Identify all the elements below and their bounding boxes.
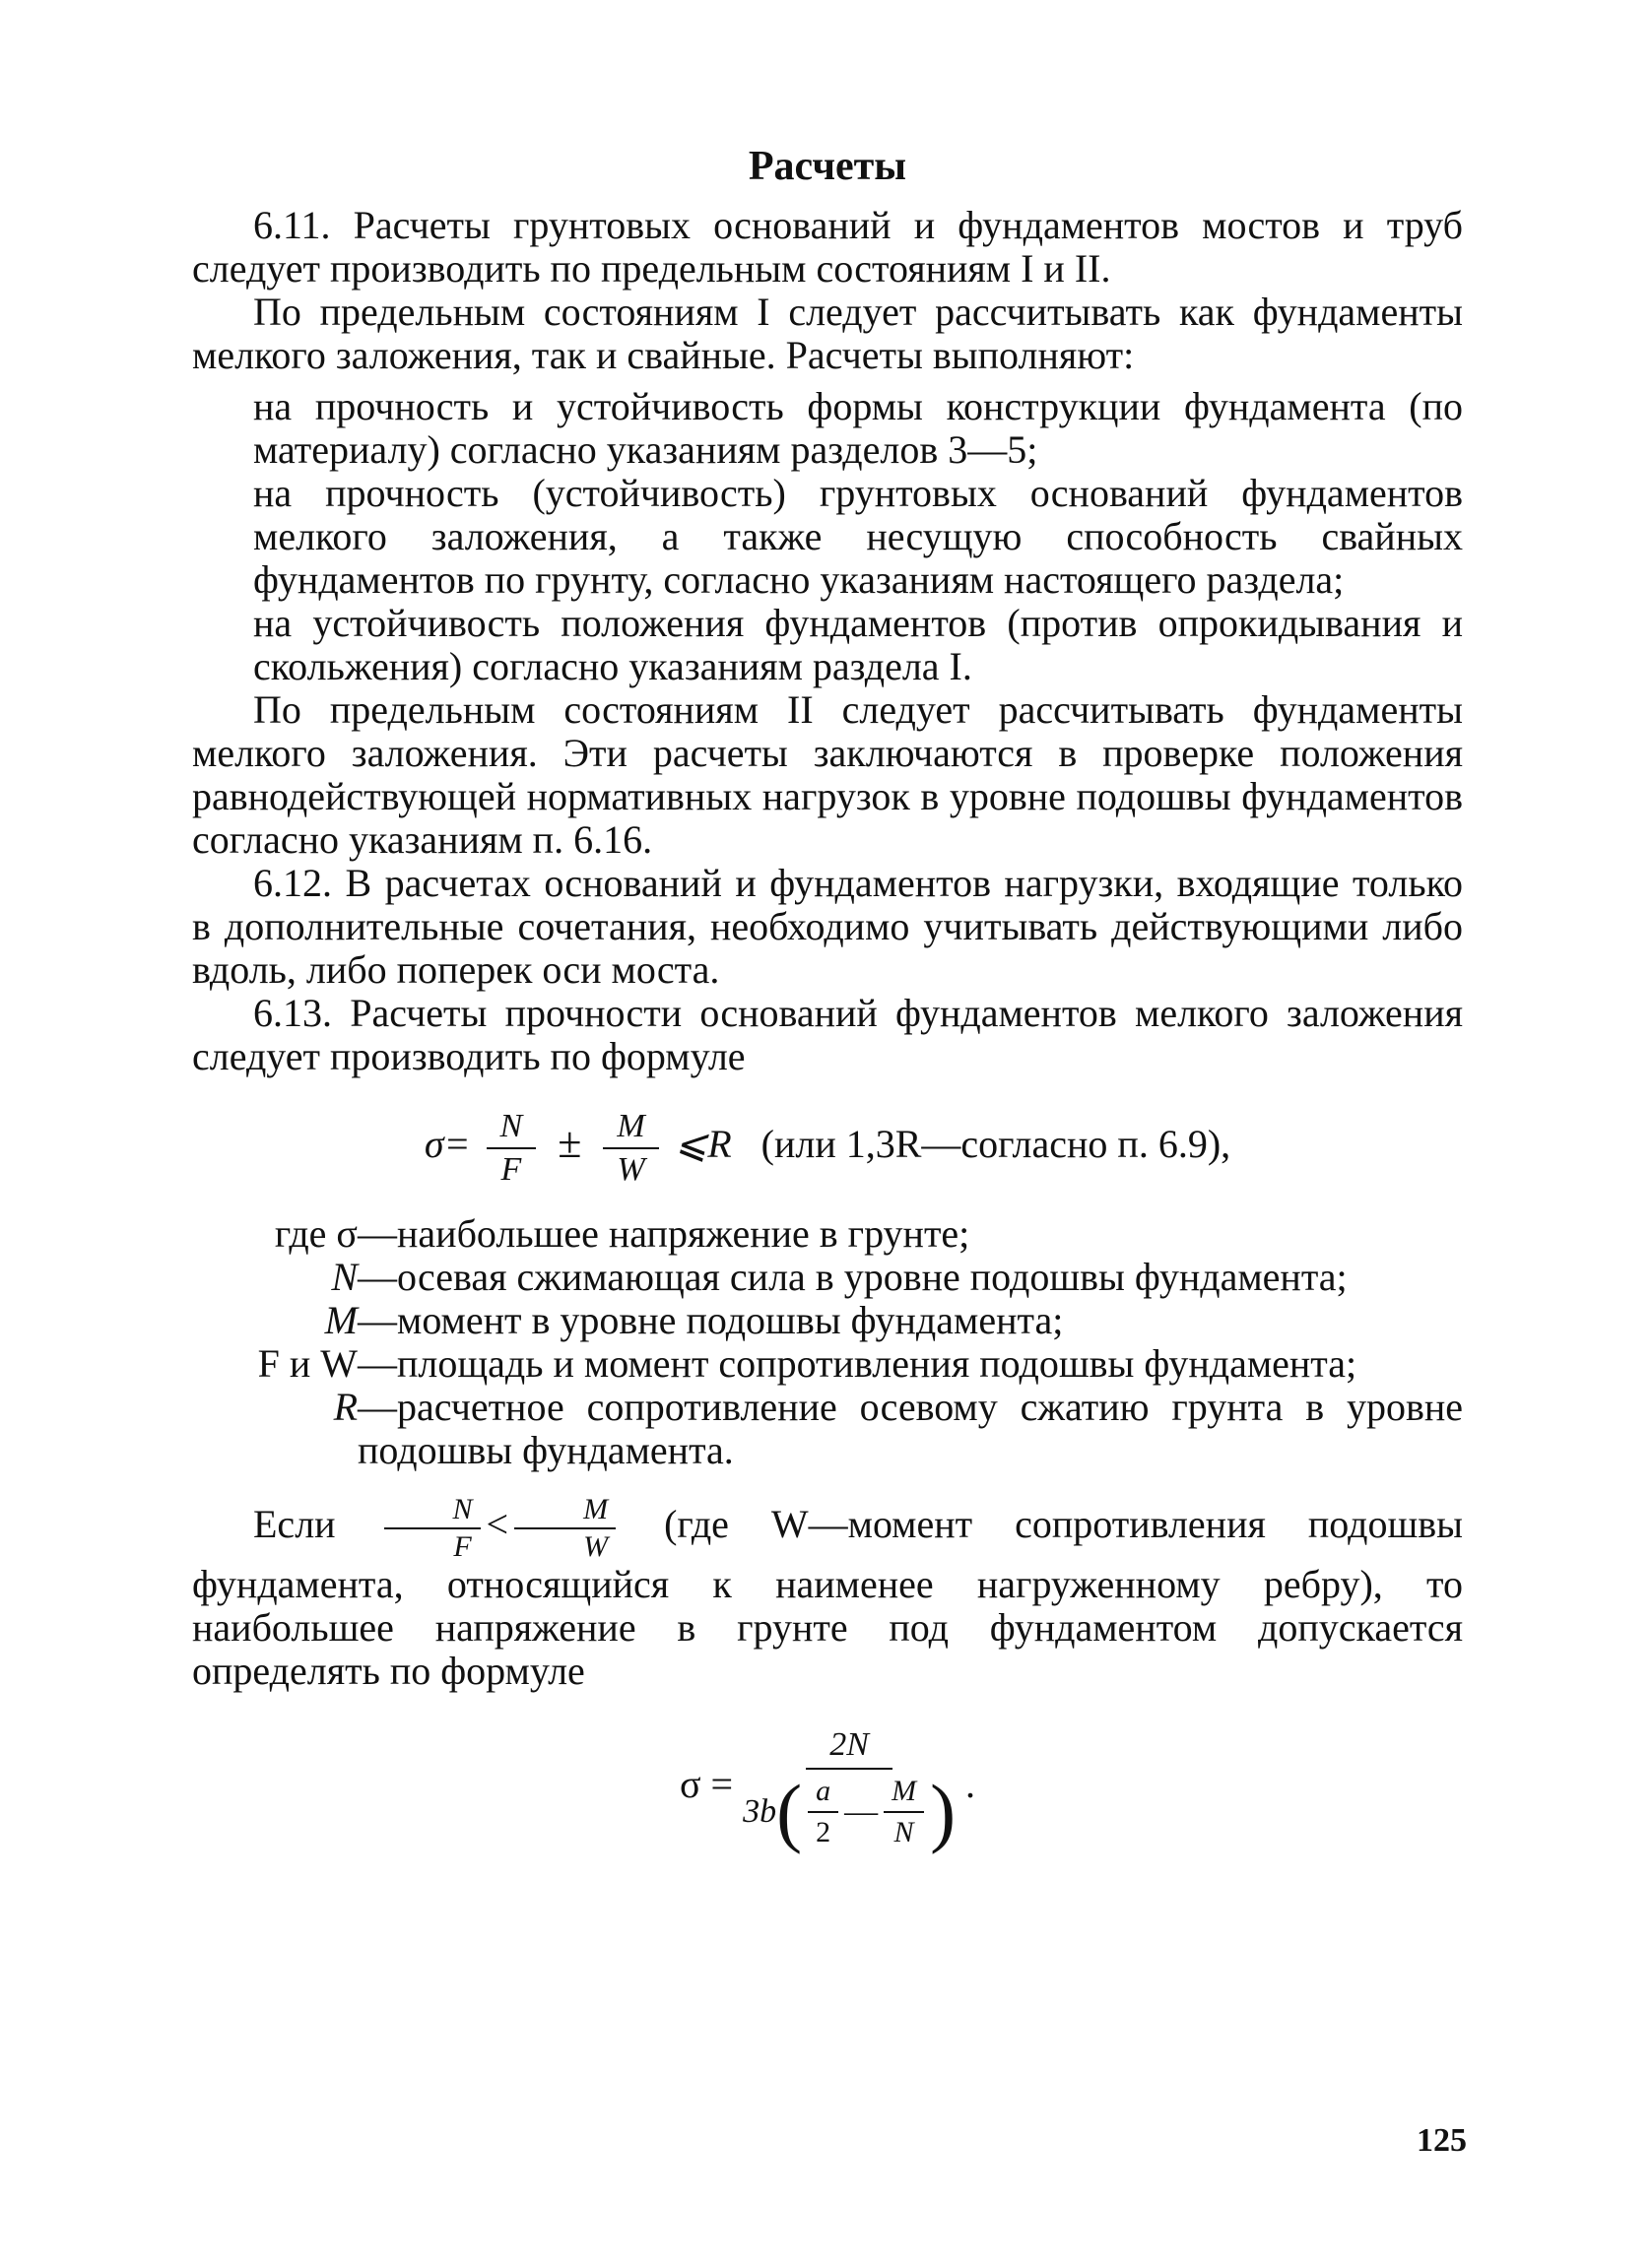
denominator-prefix: 3b (743, 1793, 777, 1830)
formula-lhs: σ = (679, 1762, 734, 1807)
fraction-n-over-f (384, 1494, 481, 1563)
minus-sign: — (844, 1793, 879, 1830)
left-paren-icon: ( (776, 1769, 803, 1854)
right-paren-icon: ) (930, 1769, 957, 1854)
formula-lhs: σ= (424, 1122, 471, 1167)
fraction-m-over-n (884, 1776, 924, 1848)
fraction-n-over-f (487, 1108, 537, 1189)
paragraph-condition (192, 1494, 1463, 1693)
definition-label: N (331, 1255, 358, 1299)
definition-text: —расчетное сопротивление осевому сжатию грунта в уровне подошвы фундамента. (358, 1385, 1463, 1472)
section-title: Расчеты (748, 144, 907, 189)
definition-row (192, 1386, 1463, 1472)
denominator: F (453, 1530, 472, 1563)
condition-prefix: Если (253, 1502, 336, 1547)
numerator: M (884, 1776, 924, 1813)
definition-label: F и W (257, 1341, 358, 1386)
condition-text: (где W—момент сопротивления подошвы фундамента, относящийся к наименее нагруженному ребру), то наибольшее напряжение в грунте под фундаментом допускается определять по формуле (192, 1502, 1464, 1693)
denominator: 2 (816, 1816, 831, 1848)
list-item: на прочность и устойчивость формы конструкции фундамента (по материалу) согласно указаниям разделов 3—5; (253, 384, 1463, 472)
definition-text: —момент в уровне подошвы фундамента; (358, 1298, 1064, 1342)
paragraph-limit-states-2: По предельным состояниям II следует рассчитывать фундаменты мелкого заложения. Эти расчеты заключаются в проверке положения равнодействующей нормативных нагрузок в уровне подошвы фундаментов согласно указаниям п. 6.16. (192, 687, 1463, 862)
paragraph-6-11: 6.11. Расчеты грунтовых оснований и фундаментов мостов и труб следует производить по предельным состояниям I и II. (192, 203, 1463, 291)
calculation-list (192, 385, 1463, 688)
definition-text: —наибольшее напряжение в грунте; (358, 1211, 970, 1256)
definition-row (192, 1256, 1463, 1299)
formula-comparison: ⩽R (674, 1122, 732, 1167)
list-item: на устойчивость положения фундаментов (против опрокидывания и скольжения) согласно указаниям раздела I. (253, 601, 1463, 688)
definition-row (192, 1299, 1463, 1342)
paragraph-limit-states-1: По предельным состояниям I следует рассчитывать как фундаменты мелкого заложения, так и свайные. Расчеты выполняют: (192, 290, 1463, 377)
denominator: N (893, 1816, 914, 1848)
paragraph-6-13: 6.13. Расчеты прочности оснований фундаментов мелкого заложения следует производить по формуле (192, 991, 1463, 1078)
definition-label: M (324, 1298, 358, 1342)
paragraph-6-12: 6.12. В расчетах оснований и фундаментов нагрузки, входящие только в дополнительные сочетания, необходимо учитывать действующими либо вдоль, либо поперек оси моста. (192, 861, 1463, 992)
denominator: F (500, 1151, 522, 1188)
formula-end: . (965, 1762, 976, 1807)
fraction-m-over-w (514, 1494, 616, 1563)
formula-max-stress (192, 1726, 1463, 1854)
numerator: a (808, 1776, 838, 1813)
definition-text: —осевая сжимающая сила в уровне подошвы фундамента; (358, 1255, 1348, 1299)
less-than-sign: < (486, 1502, 509, 1547)
numerator: N (384, 1494, 481, 1529)
numerator: N (487, 1108, 537, 1149)
fraction-m-over-w (603, 1108, 658, 1189)
plus-minus-sign: ± (558, 1119, 582, 1168)
definition-row (192, 1342, 1463, 1386)
list-item: на прочность (устойчивость) грунтовых оснований фундаментов мелкого заложения, а также несущую способность свайных фундаментов по грунту, согласно указаниям настоящего раздела; (253, 471, 1463, 602)
fraction-a-over-2 (808, 1776, 838, 1848)
definition-label: R (333, 1385, 358, 1429)
definition-row (192, 1212, 1463, 1256)
numerator: M (514, 1494, 616, 1529)
denominator: W (583, 1530, 609, 1563)
document-page (192, 143, 1464, 1854)
fraction-max-stress (743, 1726, 957, 1854)
page-number: 125 (1417, 2122, 1467, 2159)
numerator: 2N (806, 1726, 892, 1770)
denominator (743, 1769, 957, 1854)
definition-text: —площадь и момент сопротивления подошвы фундамента; (358, 1341, 1357, 1386)
denominator: W (617, 1151, 645, 1188)
definition-label: где σ (274, 1211, 358, 1256)
definitions-list (192, 1212, 1463, 1472)
formula-note: (или 1,3R—согласно п. 6.9), (760, 1122, 1231, 1167)
formula-stress (192, 1108, 1463, 1189)
numerator: M (603, 1108, 658, 1149)
